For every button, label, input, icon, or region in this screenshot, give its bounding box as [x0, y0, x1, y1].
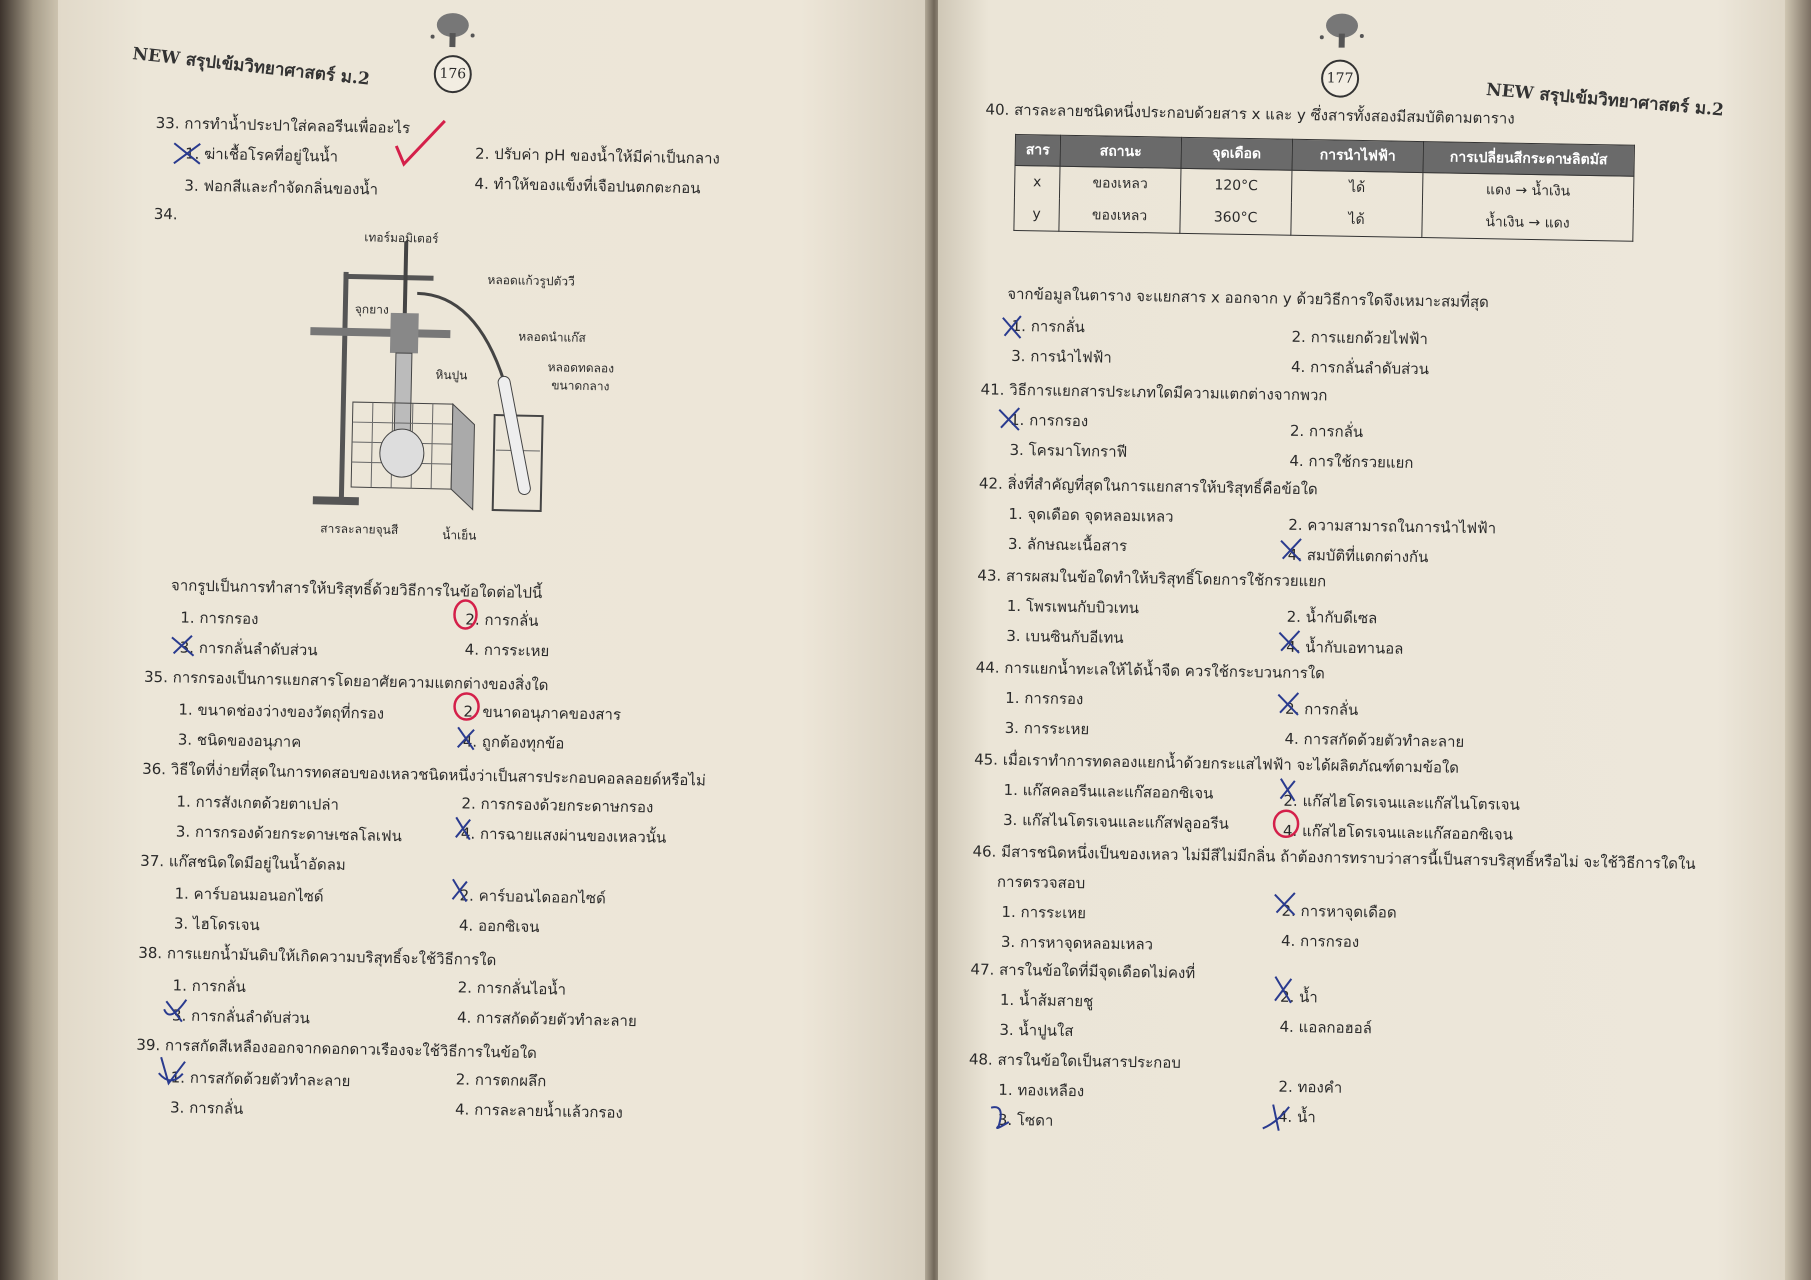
option-47-2: 2. น้ำ	[1279, 987, 1318, 1007]
option-45-4: 4. แก๊สไฮโดรเจนและแก๊สออกซิเจน	[1282, 821, 1514, 844]
question-33: 33. การทำน้ำประปาใส่คลอรีนเพื่ออะไร	[155, 113, 411, 138]
option-41-4: 4. การใช้กรวยแยก	[1289, 451, 1414, 472]
right-page	[938, 0, 1785, 1280]
option-34-4: 4. การระเหย	[464, 640, 550, 661]
option-40-1: 1. การกลั่น	[1011, 316, 1086, 337]
option-39-1: 1. การสกัดด้วยตัวทำละลาย	[170, 1068, 351, 1091]
label-delivery-tube: หลอดนำแก๊ส	[518, 329, 586, 345]
question-38: 38. การแยกน้ำมันดิบให้เกิดความบริสุทธิ์จะใช้วิธีการใด	[138, 943, 497, 970]
option-35-3: 3. ชนิดของอนุภาค	[177, 730, 302, 752]
option-38-1: 1. การกลั่น	[172, 976, 246, 996]
option-44-1: 1. การกรอง	[1005, 688, 1084, 709]
tree-ornament-icon	[1311, 7, 1372, 58]
question-37: 37. แก๊สชนิดใดมีอยู่ในน้ำอัดลม	[140, 851, 346, 875]
option-46-2: 2. การหาจุดเดือด	[1281, 901, 1397, 922]
option-35-2: 2. ขนาดอนุภาคของสาร	[463, 702, 622, 724]
option-43-4: 4. น้ำกับเอทานอล	[1286, 637, 1404, 658]
question-44: 44. การแยกน้ำทะเลให้ได้น้ำจืด ควรใช้กระบวนการใด	[975, 658, 1326, 683]
table-cell: ได้	[1291, 170, 1423, 205]
option-39-4: 4. การละลายน้ำแล้วกรอง	[454, 1100, 624, 1122]
option-43-2: 2. น้ำกับดีเซล	[1286, 607, 1378, 628]
label-stopper: จุกยาง	[354, 302, 389, 317]
table-header: สถานะ	[1060, 135, 1182, 168]
option-43-1: 1. โพรเพนกับบิวเทน	[1006, 596, 1140, 618]
option-33-3: 3. ฟอกสีและกำจัดกลิ่นของน้ำ	[184, 176, 379, 199]
option-48-1: 1. ทองเหลือง	[998, 1080, 1085, 1101]
option-41-3: 3. โครมาโทกราฟี	[1009, 440, 1128, 461]
table-header: สาร	[1015, 134, 1060, 166]
table-header: การเปลี่ยนสีกระดาษลิตมัส	[1423, 142, 1635, 177]
question-46: 46. มีสารชนิดหนึ่งเป็นของเหลว ไม่มีสีไม่มีกลิ่น ถ้าต้องการทราบว่าสารนี้เป็นสารบริสุทธิ์หรือไม่ จะใช้วิธีการใดใน	[972, 842, 1696, 873]
option-45-3: 3. แก๊สไนโตรเจนและแก๊สฟลูออรีน	[1002, 810, 1230, 833]
option-33-2: 2. ปรับค่า pH ของน้ำให้มีค่าเป็นกลาง	[474, 144, 720, 168]
option-34-2: 2. การกลั่น	[465, 610, 539, 631]
left-page	[58, 0, 931, 1280]
option-42-3: 3. ลักษณะเนื้อสาร	[1007, 534, 1128, 555]
question-36: 36. วิธีใดที่ง่ายที่สุดในการทดสอบของเหลวชนิดหนึ่งว่าเป็นสารประกอบคอลลอยด์หรือไม่	[141, 759, 707, 790]
question-40: 40. สารละลายชนิดหนึ่งประกอบด้วยสาร x และ y ซึ่งสารทั้งสองมีสมบัติตามตาราง	[985, 100, 1515, 128]
option-33-4: 4. ทำให้ของแข็งที่เจือปนตกตะกอน	[474, 174, 701, 198]
option-33-1: 1. ฆ่าเชื้อโรคที่อยู่ในน้ำ	[184, 144, 339, 166]
question-41: 41. วิธีการแยกสารประเภทใดมีความแตกต่างจากพวก	[980, 380, 1328, 405]
option-38-3: 3. การกลั่นลำดับส่วน	[171, 1006, 311, 1028]
book-edge-right	[1785, 0, 1811, 1280]
option-36-2: 2. การกรองด้วยกระดาษกรอง	[461, 794, 654, 817]
tree-ornament-icon	[422, 6, 483, 57]
option-48-2: 2. ทองคำ	[1278, 1077, 1343, 1097]
question-39: 39. การสกัดสีเหลืองออกจากดอกดาวเรืองจะใช้วิธีการในข้อใด	[136, 1035, 538, 1063]
label-cold-water: น้ำเย็น	[441, 527, 477, 543]
question-48: 48. สารในข้อใดเป็นสารประกอบ	[968, 1050, 1181, 1072]
table-cell: ของเหลว	[1059, 166, 1181, 201]
question-35: 35. การกรองเป็นการแยกสารโดยอาศัยความแตกต่างของสิ่งใด	[143, 667, 549, 695]
option-48-3: 3. โซดา	[997, 1110, 1054, 1130]
option-35-1: 1. ขนาดช่องว่างของวัตถุที่กรอง	[178, 700, 385, 723]
properties-table	[1013, 134, 1635, 242]
question-45: 45. เมื่อเราทำการทดลองแยกน้ำด้วยกระแสไฟฟ้า จะได้ผลิตภัณฑ์ตามข้อใด	[973, 750, 1460, 777]
running-head: NEW สรุปเข้มวิทยาศาสตร์ ม.2	[1485, 79, 1725, 121]
label-limestone: หินปูน	[435, 367, 468, 383]
table-cell: แดง → น้ำเงิน	[1422, 173, 1634, 209]
option-41-2: 2. การกลั่น	[1289, 421, 1364, 442]
option-47-4: 4. แอลกอฮอล์	[1279, 1017, 1373, 1038]
label-test-tube: หลอดทดลอง	[547, 360, 615, 376]
option-40-3: 3. การนำไฟฟ้า	[1011, 346, 1112, 367]
label-copper-sulfate: สารละลายจุนสี	[320, 521, 399, 538]
option-44-4: 4. การสกัดด้วยตัวทำละลาย	[1284, 729, 1465, 751]
option-44-3: 3. การระเหย	[1004, 718, 1090, 739]
option-48-4: 4. น้ำ	[1277, 1107, 1316, 1127]
question-42: 42. สิ่งที่สำคัญที่สุดในการแยกสารให้บริสุทธิ์คือข้อใด	[978, 474, 1318, 499]
option-38-4: 4. การสกัดด้วยตัวทำละลาย	[456, 1008, 637, 1031]
option-46-4: 4. การกรอง	[1280, 931, 1360, 952]
table-cell: x	[1014, 165, 1059, 198]
option-35-4: 4. ถูกต้องทุกข้อ	[462, 732, 565, 753]
option-42-1: 1. จุดเดือด จุดหลอมเหลว	[1008, 504, 1174, 526]
label-v-tube: หลอดแก้วรูปตัววี	[487, 272, 575, 289]
option-39-2: 2. การตกผลึก	[455, 1070, 547, 1091]
option-43-3: 3. เบนซินกับอีเทน	[1006, 626, 1124, 647]
option-42-2: 2. ความสามารถในการนำไฟฟ้า	[1288, 515, 1497, 538]
option-36-4: 4. การฉายแสงผ่านของเหลวนั้น	[460, 824, 667, 847]
option-40-4: 4. การกลั่นลำดับส่วน	[1290, 357, 1430, 379]
label-test-tube-size: ขนาดกลาง	[551, 378, 610, 394]
table-cell: 120°C	[1180, 168, 1292, 202]
table-header: การนำไฟฟ้า	[1292, 139, 1424, 172]
option-47-3: 3. น้ำปูนใส	[999, 1020, 1074, 1041]
page-number: 176	[433, 55, 472, 94]
option-42-4: 4. สมบัติที่แตกต่างกัน	[1287, 545, 1429, 567]
option-39-3: 3. การกลั่น	[169, 1098, 244, 1118]
option-37-4: 4. ออกซิเจน	[458, 916, 540, 937]
option-46-3: 3. การหาจุดหลอมเหลว	[1000, 932, 1154, 954]
question-34: 34.	[153, 204, 178, 224]
table-cell: น้ำเงิน → แดง	[1422, 205, 1634, 241]
table-cell: ของเหลว	[1059, 199, 1181, 234]
option-37-1: 1. คาร์บอนมอนอกไซด์	[174, 884, 324, 906]
option-44-2: 2. การกลั่น	[1284, 699, 1359, 720]
question-40-text: จากข้อมูลในตาราง จะแยกสาร x ออกจาก y ด้วยวิธีการใดจึงเหมาะสมที่สุด	[1007, 284, 1490, 312]
option-45-1: 1. แก๊สคลอรีนและแก๊สออกซิเจน	[1003, 780, 1214, 803]
distillation-apparatus-figure	[292, 231, 638, 548]
option-41-1: 1. การกรอง	[1009, 410, 1089, 431]
option-40-2: 2. การแยกด้วยไฟฟ้า	[1291, 327, 1429, 349]
book-edge-left	[0, 0, 60, 1280]
table-cell: ได้	[1291, 203, 1423, 238]
running-head: NEW สรุปเข้มวิทยาศาสตร์ ม.2	[131, 44, 371, 90]
table-header: จุดเดือด	[1181, 137, 1293, 170]
question-47: 47. สารในข้อใดที่มีจุดเดือดไม่คงที่	[970, 960, 1196, 983]
table-cell: 360°C	[1180, 201, 1292, 235]
question-46-continued: การตรวจสอบ	[996, 872, 1086, 893]
label-thermometer: เทอร์มอมิเตอร์	[364, 230, 439, 246]
option-38-2: 2. การกลั่นไอน้ำ	[457, 978, 567, 999]
option-37-2: 2. คาร์บอนไดออกไซด์	[459, 886, 606, 908]
option-47-1: 1. น้ำส้มสายชู	[999, 990, 1094, 1011]
option-34-3: 3. การกลั่นลำดับส่วน	[179, 638, 318, 660]
table-cell: y	[1014, 198, 1059, 231]
option-45-2: 2. แก๊สไฮโดรเจนและแก๊สไนโตรเจน	[1283, 791, 1520, 814]
option-36-3: 3. การกรองด้วยกระดาษเซลโลเฟน	[175, 822, 403, 846]
option-46-1: 1. การระเหย	[1001, 902, 1087, 923]
option-37-3: 3. ไฮโดรเจน	[173, 914, 260, 935]
option-34-1: 1. การกรอง	[180, 608, 259, 629]
page-number: 177	[1321, 59, 1360, 98]
option-36-1: 1. การสังเกตด้วยตาเปล่า	[176, 792, 340, 814]
question-34-text: จากรูปเป็นการทำสารให้บริสุทธิ์ด้วยวิธีการในข้อใดต่อไปนี้	[170, 576, 543, 603]
question-43: 43. สารผสมในข้อใดทำให้บริสุทธิ์โดยการใช้กรวยแยก	[977, 566, 1327, 591]
